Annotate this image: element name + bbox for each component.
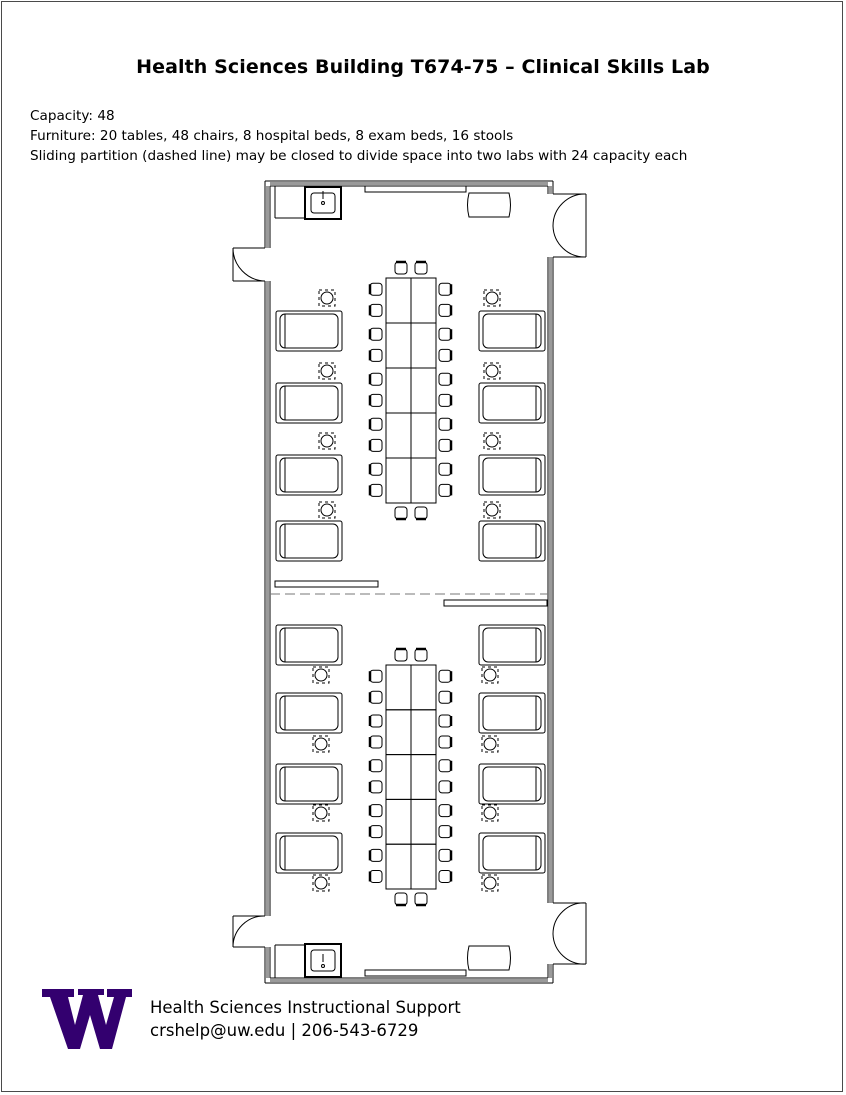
table (386, 323, 411, 368)
chair (370, 418, 382, 430)
hospital-bed (479, 521, 545, 561)
stool (313, 667, 329, 683)
furniture-text: Furniture: 20 tables, 48 chairs, 8 hospital beds, 8 exam beds, 16 stools (30, 128, 514, 144)
chair (370, 484, 382, 496)
hospital-bed (276, 455, 342, 495)
hospital-bed (479, 693, 545, 733)
chair (370, 826, 382, 838)
hospital-bed (479, 311, 545, 351)
stool (319, 363, 335, 379)
chair (439, 349, 451, 361)
chair (370, 781, 382, 793)
stool (484, 290, 500, 306)
chair (370, 463, 382, 475)
hospital-bed (276, 521, 342, 561)
chair (370, 373, 382, 385)
stool (313, 805, 329, 821)
chair (370, 805, 382, 817)
sink-icon-bottom (275, 944, 341, 978)
chair (370, 328, 382, 340)
chair (370, 283, 382, 295)
chair (415, 262, 427, 274)
chair (439, 328, 451, 340)
chair (370, 304, 382, 316)
chair (439, 484, 451, 496)
chair (439, 736, 451, 748)
chair (370, 349, 382, 361)
chair (439, 805, 451, 817)
chair (439, 826, 451, 838)
hospital-bed (479, 383, 545, 423)
door-bottom-right (553, 903, 586, 964)
table (386, 755, 411, 800)
stool (484, 363, 500, 379)
door-top-left (233, 248, 265, 281)
sink-icon-top (275, 186, 341, 219)
chair (439, 283, 451, 295)
chair (370, 760, 382, 772)
chair (439, 849, 451, 861)
stool (313, 875, 329, 891)
hospital-bed (479, 625, 545, 665)
stool (319, 290, 335, 306)
table (386, 413, 411, 458)
table (411, 665, 436, 710)
chair (439, 760, 451, 772)
capacity-text: Capacity: 48 (30, 108, 115, 124)
hospital-bed (276, 833, 342, 873)
chair (439, 781, 451, 793)
chair (439, 394, 451, 406)
table (386, 368, 411, 413)
chair (370, 691, 382, 703)
chair (439, 373, 451, 385)
table (386, 710, 411, 755)
chair (395, 649, 407, 661)
hospital-bed (276, 764, 342, 804)
chair (370, 849, 382, 861)
stool (313, 736, 329, 752)
partition-note: Sliding partition (dashed line) may be closed to divide space into two labs with 24 capacity each (30, 148, 688, 164)
hospital-bed (276, 693, 342, 733)
table (411, 844, 436, 889)
chair (439, 463, 451, 475)
table (411, 368, 436, 413)
table (386, 844, 411, 889)
chair (415, 893, 427, 905)
chair (439, 670, 451, 682)
stool (484, 502, 500, 518)
hospital-bed (479, 833, 545, 873)
table (386, 665, 411, 710)
table (386, 799, 411, 844)
stool (482, 875, 498, 891)
table (411, 278, 436, 323)
footer-contact: crshelp@uw.edu | 206-543-6729 (150, 1021, 419, 1040)
stool (482, 805, 498, 821)
chair (370, 715, 382, 727)
table (386, 458, 411, 503)
page-title: Health Sciences Building T674-75 – Clinical Skills Lab (136, 56, 710, 78)
chair (439, 439, 451, 451)
chair (439, 304, 451, 316)
hospital-bed (479, 764, 545, 804)
stool (482, 736, 498, 752)
hospital-bed (276, 311, 342, 351)
chair (370, 870, 382, 882)
table (411, 799, 436, 844)
table (411, 323, 436, 368)
chair (439, 691, 451, 703)
chair (395, 893, 407, 905)
chair (439, 418, 451, 430)
chair (370, 439, 382, 451)
stool (484, 433, 500, 449)
chair (370, 736, 382, 748)
chair (439, 715, 451, 727)
uw-logo-w (42, 989, 132, 1054)
chair (439, 870, 451, 882)
door-bottom-left (233, 916, 265, 947)
hospital-bed (479, 455, 545, 495)
chair (395, 262, 407, 274)
hospital-bed (276, 383, 342, 423)
hospital-bed (276, 625, 342, 665)
chair (395, 507, 407, 519)
footer-organization: Health Sciences Instructional Support (150, 998, 461, 1017)
chair (415, 649, 427, 661)
chair (370, 670, 382, 682)
table (411, 755, 436, 800)
chair (370, 394, 382, 406)
stool (319, 502, 335, 518)
door-top-right (553, 194, 586, 257)
stool (319, 433, 335, 449)
table (411, 458, 436, 503)
table (411, 710, 436, 755)
table (386, 278, 411, 323)
table (411, 413, 436, 458)
chair (415, 507, 427, 519)
stool (482, 667, 498, 683)
